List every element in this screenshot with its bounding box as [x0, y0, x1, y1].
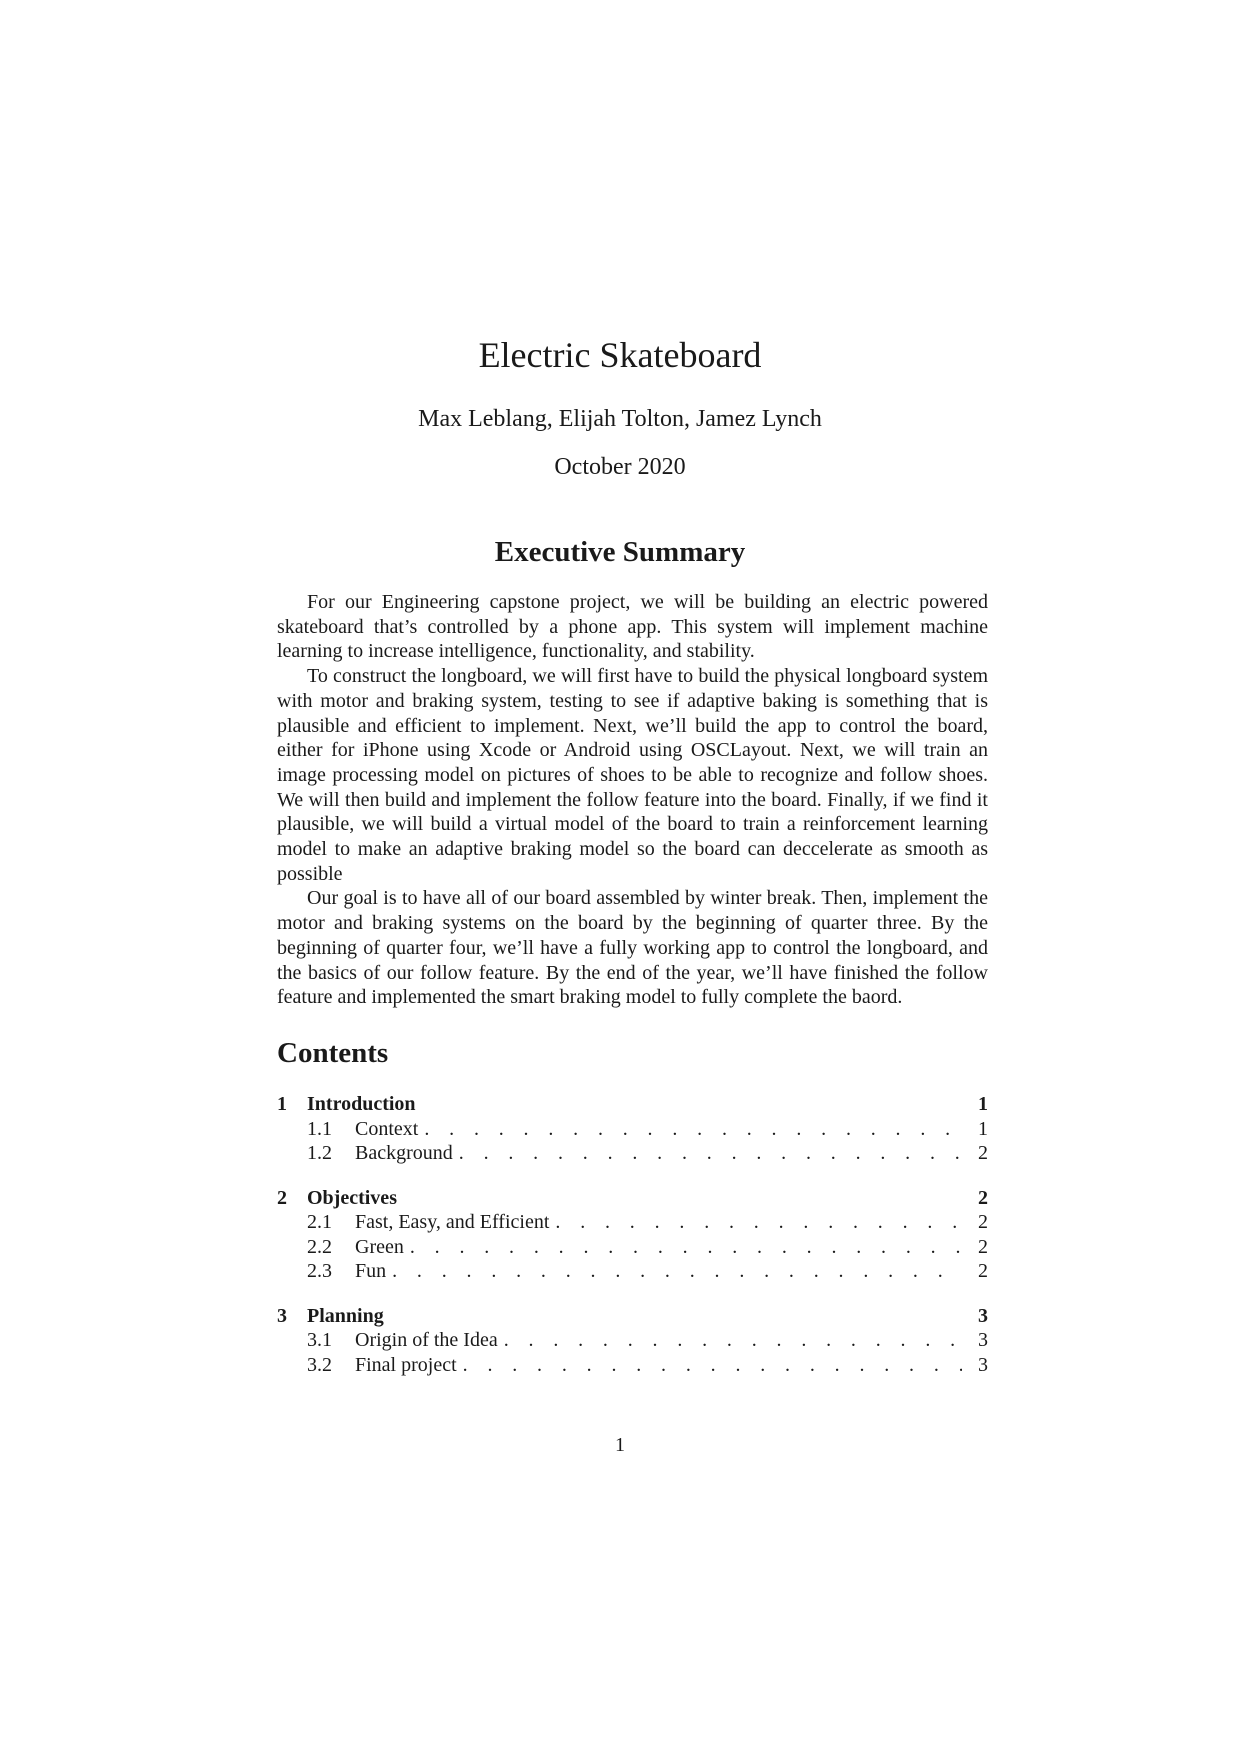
toc-page-number: 1	[978, 1117, 988, 1140]
toc-entry-background[interactable]	[277, 1141, 988, 1166]
document-date: October 2020	[554, 454, 686, 480]
toc-page-number: 2	[978, 1142, 988, 1164]
toc-entry-context[interactable]	[277, 1117, 988, 1142]
toc-entry-planning[interactable]	[277, 1304, 988, 1329]
toc-section-number: 1	[277, 1093, 287, 1115]
toc-section-number: 3	[277, 1304, 287, 1327]
table-of-contents	[277, 1092, 988, 1397]
toc-leader-dots	[504, 1328, 962, 1353]
toc-subsection-title: Fast, Easy, and Efficient	[355, 1211, 550, 1233]
toc-section-title: Objectives	[307, 1186, 397, 1209]
toc-subsection-number: 2.2	[307, 1235, 332, 1258]
toc-page-number: 2	[978, 1211, 988, 1233]
toc-leader-dots	[463, 1353, 962, 1378]
summary-paragraph: For our Engineering capstone project, we will be building an electric powered skateboard that’s controlled by a phone app. This system will implement machine learning to increase intelligence, functionality, and stability.	[277, 591, 988, 663]
toc-subsection-title: Context	[355, 1117, 419, 1140]
toc-section-title: Planning	[307, 1304, 384, 1327]
toc-subsection-title: Fun	[355, 1260, 387, 1282]
toc-subsection-number: 2.3	[307, 1260, 332, 1282]
toc-section-number: 2	[277, 1186, 287, 1209]
toc-leader-dots	[424, 1117, 962, 1142]
contents-heading: Contents	[277, 1037, 389, 1069]
toc-entry-fast-easy-efficient[interactable]	[277, 1210, 988, 1235]
document-authors: Max Leblang, Elijah Tolton, Jamez Lynch	[418, 406, 822, 432]
document-title: Electric Skateboard	[478, 335, 762, 375]
toc-page-number: 3	[978, 1304, 988, 1327]
toc-section	[277, 1186, 988, 1284]
toc-leader-dots	[555, 1210, 962, 1235]
toc-entry-final-project[interactable]	[277, 1353, 988, 1378]
toc-entry-objectives[interactable]	[277, 1186, 988, 1211]
summary-paragraph: To construct the longboard, we will first have to build the physical longboard system with motor and braking system, testing to see if adaptive baking is something that is plausible and efficient to implement. Next, we’ll build the app to control the board, either for iPhone using Xcode or Android using OSCLayout. Next, we will train an image processing model on pictures of shoes to be able to recognize and follow shoes. We will then build and implement the follow feature into the board. Finally, if we find it plausible, we will build a virtual model of the board to train a reinforcement learning model to make an adaptive braking model so the board can deccelerate as smooth as possible	[277, 665, 988, 885]
toc-subsection-title: Background	[355, 1142, 453, 1164]
toc-section	[277, 1304, 988, 1378]
toc-page-number: 1	[978, 1093, 988, 1115]
toc-entry-introduction[interactable]	[277, 1092, 988, 1117]
summary-paragraph: Our goal is to have all of our board assembled by winter break. Then, implement the motor and braking systems on the board by the beginning of quarter three. By the beginning of quarter four, we’ll have a fully working app to control the longboard, and the basics of our follow feature. By the end of the year, we’ll have finished the follow feature and implemented the smart braking model to fully complete the baord.	[277, 887, 988, 1009]
toc-page-number: 3	[978, 1329, 988, 1351]
toc-entry-origin-of-the-idea[interactable]	[277, 1328, 988, 1353]
toc-page-number: 2	[978, 1235, 988, 1258]
toc-leader-dots	[410, 1235, 962, 1260]
toc-subsection-number: 3.1	[307, 1329, 332, 1351]
toc-subsection-title: Origin of the Idea	[355, 1329, 498, 1351]
toc-entry-green[interactable]	[277, 1235, 988, 1260]
toc-page-number: 2	[978, 1260, 988, 1282]
executive-summary-heading: Executive Summary	[494, 536, 746, 568]
toc-section-title: Introduction	[307, 1093, 416, 1115]
toc-entry-fun[interactable]	[277, 1259, 988, 1284]
toc-subsection-number: 1.2	[307, 1142, 332, 1164]
toc-subsection-number: 2.1	[307, 1211, 332, 1233]
toc-leader-dots	[459, 1141, 962, 1166]
toc-page-number: 2	[978, 1186, 988, 1209]
toc-subsection-title: Green	[355, 1235, 404, 1258]
toc-page-number: 3	[978, 1353, 988, 1376]
toc-subsection-number: 1.1	[307, 1117, 332, 1140]
toc-subsection-number: 3.2	[307, 1353, 332, 1376]
executive-summary-body	[277, 590, 988, 1010]
toc-leader-dots	[392, 1259, 962, 1284]
page-number: 1	[615, 1434, 625, 1456]
toc-section	[277, 1092, 988, 1166]
toc-subsection-title: Final project	[355, 1353, 457, 1376]
